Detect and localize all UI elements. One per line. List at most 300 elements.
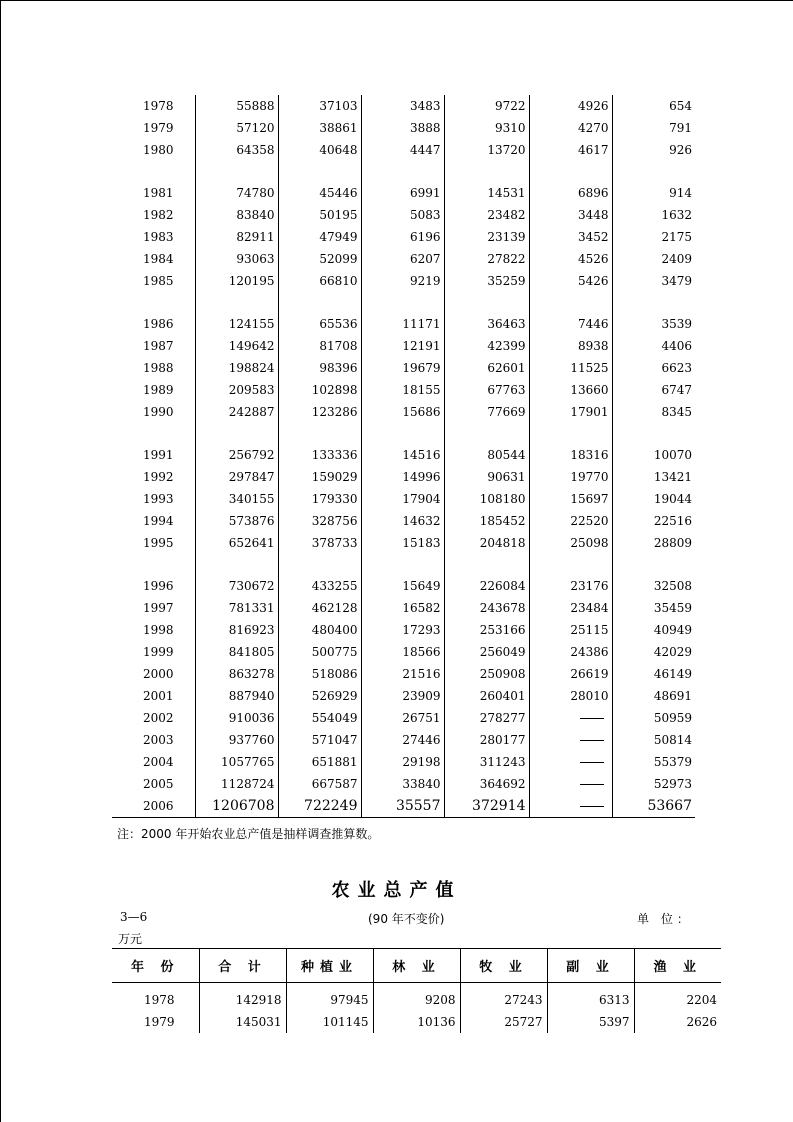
value-cell: 13421 <box>612 466 695 488</box>
value-cell: 42399 <box>444 335 529 357</box>
table-row <box>112 401 695 423</box>
value-cell: 52973 <box>612 773 695 795</box>
spacer-cell <box>529 423 612 444</box>
value-cell: 7446 <box>529 313 612 335</box>
year-cell: 1991 <box>143 448 174 462</box>
value-cell: 55379 <box>612 751 695 773</box>
value-cell: 37103 <box>278 95 361 117</box>
spacer-cell <box>612 161 695 182</box>
value-cell: 256792 <box>195 444 278 466</box>
spacer-cell <box>444 161 529 182</box>
year-cell: 2001 <box>143 689 174 703</box>
value-cell: 937760 <box>195 729 278 751</box>
value-cell: 23176 <box>529 575 612 597</box>
value-cell: 26751 <box>361 707 444 729</box>
value-cell: 19044 <box>612 488 695 510</box>
table-row <box>112 532 695 554</box>
value-cell: 80544 <box>444 444 529 466</box>
value-cell: 2175 <box>612 226 695 248</box>
spacer-cell <box>278 292 361 313</box>
value-cell: 120195 <box>195 270 278 292</box>
value-cell: 500775 <box>278 641 361 663</box>
value-cell: 46149 <box>612 663 695 685</box>
value-cell: 667587 <box>278 773 361 795</box>
value-cell: 10136 <box>373 1011 460 1033</box>
value-cell: 133336 <box>278 444 361 466</box>
value-cell: 77669 <box>444 401 529 423</box>
table-row <box>112 641 695 663</box>
dash-cell <box>529 795 612 818</box>
dash-mark <box>580 762 604 763</box>
agricultural-output-table <box>112 948 721 1033</box>
value-cell: 142918 <box>199 989 286 1011</box>
value-cell: 64358 <box>195 139 278 161</box>
value-cell: 22520 <box>529 510 612 532</box>
value-cell: 50195 <box>278 204 361 226</box>
dash-mark <box>580 784 604 785</box>
value-cell: 108180 <box>444 488 529 510</box>
value-cell: 4406 <box>612 335 695 357</box>
table-row <box>112 444 695 466</box>
value-cell: 8345 <box>612 401 695 423</box>
value-cell: 6623 <box>612 357 695 379</box>
value-cell: 480400 <box>278 619 361 641</box>
table-row <box>112 117 695 139</box>
dash-mark <box>580 718 604 719</box>
spacer-cell <box>278 161 361 182</box>
value-cell: 5426 <box>529 270 612 292</box>
spacer-cell <box>612 554 695 575</box>
value-cell: 462128 <box>278 597 361 619</box>
value-cell: 124155 <box>195 313 278 335</box>
value-cell: 17293 <box>361 619 444 641</box>
unit-value: 万元 <box>118 932 143 946</box>
value-cell: 311243 <box>444 751 529 773</box>
value-cell: 9208 <box>373 989 460 1011</box>
year-cell: 2003 <box>143 733 174 747</box>
table-row <box>112 773 695 795</box>
value-cell: 364692 <box>444 773 529 795</box>
value-cell: 8938 <box>529 335 612 357</box>
spacer-cell <box>444 292 529 313</box>
value-cell: 55888 <box>195 95 278 117</box>
year-cell: 2005 <box>143 777 174 791</box>
value-cell: 13660 <box>529 379 612 401</box>
value-cell: 9722 <box>444 95 529 117</box>
value-cell: 6896 <box>529 182 612 204</box>
value-cell: 12191 <box>361 335 444 357</box>
header-row <box>112 949 721 983</box>
value-cell: 791 <box>612 117 695 139</box>
value-cell: 53667 <box>612 795 695 818</box>
table-row <box>112 575 695 597</box>
value-cell: 19770 <box>529 466 612 488</box>
value-cell: 179330 <box>278 488 361 510</box>
value-cell: 42029 <box>612 641 695 663</box>
year-cell: 1996 <box>143 579 174 593</box>
value-cell: 9310 <box>444 117 529 139</box>
table-row <box>112 313 695 335</box>
value-cell: 27446 <box>361 729 444 751</box>
value-cell: 518086 <box>278 663 361 685</box>
value-cell: 123286 <box>278 401 361 423</box>
value-cell: 28809 <box>612 532 695 554</box>
table-row <box>112 226 695 248</box>
output-value-table-continued <box>112 95 695 818</box>
spacer-cell <box>361 423 444 444</box>
spacer-cell <box>361 292 444 313</box>
value-cell: 573876 <box>195 510 278 532</box>
value-cell: 93063 <box>195 248 278 270</box>
value-cell: 33840 <box>361 773 444 795</box>
value-cell: 226084 <box>444 575 529 597</box>
spacer-cell <box>361 554 444 575</box>
value-cell: 378733 <box>278 532 361 554</box>
value-cell: 926 <box>612 139 695 161</box>
value-cell: 35459 <box>612 597 695 619</box>
year-cell: 1980 <box>143 143 174 157</box>
spacer-cell <box>612 292 695 313</box>
value-cell: 280177 <box>444 729 529 751</box>
value-cell: 4526 <box>529 248 612 270</box>
year-cell: 1993 <box>143 492 174 506</box>
year-cell: 1987 <box>143 339 174 353</box>
value-cell: 17901 <box>529 401 612 423</box>
value-cell: 6196 <box>361 226 444 248</box>
value-cell: 149642 <box>195 335 278 357</box>
header-crop: 种植业 <box>286 949 373 983</box>
table-note: 注：2000 年开始农业总产值是抽样调查推算数。 <box>117 827 380 841</box>
value-cell: 50814 <box>612 729 695 751</box>
value-cell: 2626 <box>634 1011 721 1033</box>
spacer-row <box>112 554 695 575</box>
value-cell: 23909 <box>361 685 444 707</box>
table-row <box>112 248 695 270</box>
value-cell: 23484 <box>529 597 612 619</box>
value-cell: 26619 <box>529 663 612 685</box>
value-cell: 27822 <box>444 248 529 270</box>
value-cell: 38861 <box>278 117 361 139</box>
spacer-cell <box>278 554 361 575</box>
spacer-row <box>112 292 695 313</box>
value-cell: 82911 <box>195 226 278 248</box>
value-cell: 6207 <box>361 248 444 270</box>
value-cell: 914 <box>612 182 695 204</box>
value-cell: 27243 <box>460 989 547 1011</box>
value-cell: 35259 <box>444 270 529 292</box>
value-cell: 47949 <box>278 226 361 248</box>
value-cell: 29198 <box>361 751 444 773</box>
value-cell: 2204 <box>634 989 721 1011</box>
year-cell: 1989 <box>143 383 174 397</box>
value-cell: 433255 <box>278 575 361 597</box>
value-cell: 15649 <box>361 575 444 597</box>
year-cell: 2000 <box>143 667 174 681</box>
value-cell: 25115 <box>529 619 612 641</box>
year-cell: 1983 <box>143 230 174 244</box>
value-cell: 4926 <box>529 95 612 117</box>
value-cell: 15686 <box>361 401 444 423</box>
year-cell: 1978 <box>144 993 175 1007</box>
header-year: 年 份 <box>112 949 199 983</box>
value-cell: 863278 <box>195 663 278 685</box>
year-cell: 1984 <box>143 252 174 266</box>
value-cell: 841805 <box>195 641 278 663</box>
value-cell: 90631 <box>444 466 529 488</box>
spacer-row <box>112 423 695 444</box>
value-cell: 11525 <box>529 357 612 379</box>
value-cell: 910036 <box>195 707 278 729</box>
value-cell: 14516 <box>361 444 444 466</box>
value-cell: 278277 <box>444 707 529 729</box>
value-cell: 10070 <box>612 444 695 466</box>
spacer-cell <box>195 423 278 444</box>
table-row <box>112 510 695 532</box>
value-cell: 256049 <box>444 641 529 663</box>
table-row <box>112 95 695 117</box>
dash-cell <box>529 707 612 729</box>
value-cell: 5397 <box>547 1011 634 1033</box>
value-cell: 159029 <box>278 466 361 488</box>
spacer-cell <box>112 292 195 313</box>
value-cell: 3452 <box>529 226 612 248</box>
spacer-cell <box>529 161 612 182</box>
table-row <box>112 795 695 818</box>
value-cell: 18316 <box>529 444 612 466</box>
table-row <box>112 685 695 707</box>
value-cell: 6313 <box>547 989 634 1011</box>
value-cell: 145031 <box>199 1011 286 1033</box>
value-cell: 887940 <box>195 685 278 707</box>
year-cell: 1992 <box>143 470 174 484</box>
unit-label: 单 位： <box>637 912 693 926</box>
value-cell: 52099 <box>278 248 361 270</box>
value-cell: 14632 <box>361 510 444 532</box>
value-cell: 66810 <box>278 270 361 292</box>
value-cell: 48691 <box>612 685 695 707</box>
value-cell: 209583 <box>195 379 278 401</box>
spacer-cell <box>112 554 195 575</box>
spacer-cell <box>529 292 612 313</box>
value-cell: 32508 <box>612 575 695 597</box>
value-cell: 3539 <box>612 313 695 335</box>
value-cell: 4617 <box>529 139 612 161</box>
value-cell: 25727 <box>460 1011 547 1033</box>
year-cell: 1990 <box>143 405 174 419</box>
value-cell: 1206708 <box>195 795 278 818</box>
table-row <box>112 663 695 685</box>
value-cell: 36463 <box>444 313 529 335</box>
value-cell: 14531 <box>444 182 529 204</box>
table-row <box>112 597 695 619</box>
value-cell: 242887 <box>195 401 278 423</box>
table-title: 农业总产值 <box>331 880 462 901</box>
value-cell: 35557 <box>361 795 444 818</box>
value-cell: 3483 <box>361 95 444 117</box>
value-cell: 18566 <box>361 641 444 663</box>
value-cell: 18155 <box>361 379 444 401</box>
value-cell: 654 <box>612 95 695 117</box>
table-row <box>112 989 721 1011</box>
value-cell: 3888 <box>361 117 444 139</box>
value-cell: 651881 <box>278 751 361 773</box>
value-cell: 17904 <box>361 488 444 510</box>
table-row <box>112 488 695 510</box>
value-cell: 526929 <box>278 685 361 707</box>
year-cell: 1979 <box>143 121 174 135</box>
spacer-cell <box>195 161 278 182</box>
dash-cell <box>529 773 612 795</box>
year-cell: 1995 <box>143 536 174 550</box>
value-cell: 260401 <box>444 685 529 707</box>
value-cell: 57120 <box>195 117 278 139</box>
value-cell: 253166 <box>444 619 529 641</box>
value-cell: 4447 <box>361 139 444 161</box>
value-cell: 25098 <box>529 532 612 554</box>
spacer-cell <box>112 423 195 444</box>
value-cell: 14996 <box>361 466 444 488</box>
value-cell: 372914 <box>444 795 529 818</box>
year-cell: 1994 <box>143 514 174 528</box>
year-cell: 1988 <box>143 361 174 375</box>
spacer-cell <box>278 423 361 444</box>
year-cell: 1997 <box>143 601 174 615</box>
spacer-cell <box>529 554 612 575</box>
value-cell: 65536 <box>278 313 361 335</box>
value-cell: 74780 <box>195 182 278 204</box>
dash-mark <box>580 740 604 741</box>
value-cell: 722249 <box>278 795 361 818</box>
table-row <box>112 707 695 729</box>
value-cell: 185452 <box>444 510 529 532</box>
value-cell: 62601 <box>444 357 529 379</box>
value-cell: 22516 <box>612 510 695 532</box>
value-cell: 101145 <box>286 1011 373 1033</box>
spacer-cell <box>195 554 278 575</box>
value-cell: 45446 <box>278 182 361 204</box>
table-row <box>112 270 695 292</box>
year-cell: 1979 <box>144 1015 175 1029</box>
value-cell: 250908 <box>444 663 529 685</box>
spacer-cell <box>444 554 529 575</box>
value-cell: 11171 <box>361 313 444 335</box>
spacer-cell <box>112 161 195 182</box>
value-cell: 5083 <box>361 204 444 226</box>
value-cell: 781331 <box>195 597 278 619</box>
spacer-row <box>112 161 695 182</box>
table-row <box>112 182 695 204</box>
value-cell: 730672 <box>195 575 278 597</box>
value-cell: 1632 <box>612 204 695 226</box>
year-cell: 1981 <box>143 186 174 200</box>
value-cell: 40949 <box>612 619 695 641</box>
value-cell: 24386 <box>529 641 612 663</box>
value-cell: 554049 <box>278 707 361 729</box>
value-cell: 571047 <box>278 729 361 751</box>
value-cell: 2409 <box>612 248 695 270</box>
table-row <box>112 1011 721 1033</box>
value-cell: 102898 <box>278 379 361 401</box>
header-animal: 牧 业 <box>460 949 547 983</box>
spacer-cell <box>361 161 444 182</box>
value-cell: 3448 <box>529 204 612 226</box>
header-sideline: 副 业 <box>547 949 634 983</box>
table-row <box>112 379 695 401</box>
table-row <box>112 751 695 773</box>
value-cell: 3479 <box>612 270 695 292</box>
value-cell: 23482 <box>444 204 529 226</box>
table-row <box>112 335 695 357</box>
value-cell: 6747 <box>612 379 695 401</box>
table-row <box>112 466 695 488</box>
value-cell: 198824 <box>195 357 278 379</box>
table-number: 3—6 <box>120 910 148 924</box>
year-cell: 1999 <box>143 645 174 659</box>
year-cell: 1998 <box>143 623 174 637</box>
table-row <box>112 139 695 161</box>
dash-cell <box>529 729 612 751</box>
value-cell: 50959 <box>612 707 695 729</box>
header-forestry: 林 业 <box>373 949 460 983</box>
year-cell: 1986 <box>143 317 174 331</box>
value-cell: 9219 <box>361 270 444 292</box>
value-cell: 204818 <box>444 532 529 554</box>
spacer-cell <box>195 292 278 313</box>
price-basis: (90 年不变价) <box>368 912 445 926</box>
spacer-cell <box>612 423 695 444</box>
value-cell: 23139 <box>444 226 529 248</box>
table-row <box>112 204 695 226</box>
spacer-cell <box>444 423 529 444</box>
value-cell: 83840 <box>195 204 278 226</box>
value-cell: 1057765 <box>195 751 278 773</box>
value-cell: 340155 <box>195 488 278 510</box>
value-cell: 81708 <box>278 335 361 357</box>
year-cell: 2006 <box>112 795 195 818</box>
value-cell: 40648 <box>278 139 361 161</box>
value-cell: 328756 <box>278 510 361 532</box>
value-cell: 28010 <box>529 685 612 707</box>
table-row <box>112 619 695 641</box>
value-cell: 97945 <box>286 989 373 1011</box>
year-cell: 1985 <box>143 274 174 288</box>
header-total: 合 计 <box>199 949 286 983</box>
value-cell: 19679 <box>361 357 444 379</box>
year-cell: 1982 <box>143 208 174 222</box>
value-cell: 4270 <box>529 117 612 139</box>
year-cell: 2002 <box>143 711 174 725</box>
dash-mark <box>580 806 604 807</box>
header-fishery: 渔 业 <box>634 949 721 983</box>
value-cell: 6991 <box>361 182 444 204</box>
value-cell: 15183 <box>361 532 444 554</box>
value-cell: 13720 <box>444 139 529 161</box>
value-cell: 297847 <box>195 466 278 488</box>
value-cell: 243678 <box>444 597 529 619</box>
value-cell: 1128724 <box>195 773 278 795</box>
dash-cell <box>529 751 612 773</box>
value-cell: 816923 <box>195 619 278 641</box>
year-cell: 2004 <box>143 755 174 769</box>
value-cell: 15697 <box>529 488 612 510</box>
table-row <box>112 729 695 751</box>
value-cell: 98396 <box>278 357 361 379</box>
value-cell: 21516 <box>361 663 444 685</box>
value-cell: 652641 <box>195 532 278 554</box>
table-row <box>112 357 695 379</box>
value-cell: 67763 <box>444 379 529 401</box>
value-cell: 16582 <box>361 597 444 619</box>
